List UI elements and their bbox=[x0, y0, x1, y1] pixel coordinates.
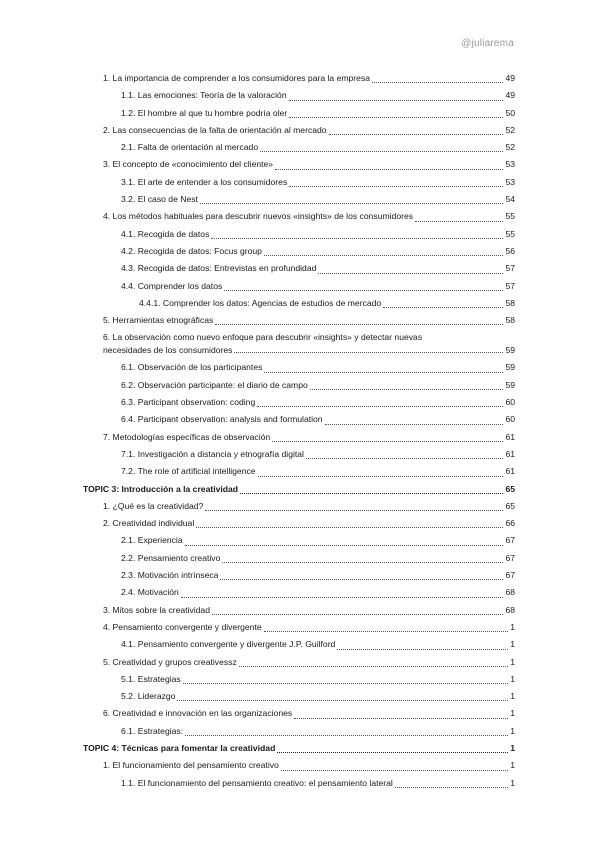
toc-entry-page: 1 bbox=[510, 708, 515, 719]
toc-entry-title: 6.1. Observación de los participantes bbox=[121, 362, 263, 373]
toc-entry-title: 6.4. Participant observation: analysis and formulation bbox=[121, 414, 323, 425]
toc-entry-page: 68 bbox=[505, 604, 515, 615]
toc-entry-page: 60 bbox=[505, 414, 515, 425]
toc-entry[interactable] bbox=[103, 226, 515, 243]
dot-leader bbox=[337, 649, 508, 650]
toc-entry[interactable] bbox=[103, 671, 515, 688]
toc-entry[interactable] bbox=[103, 584, 515, 601]
toc-entry-page: 61 bbox=[505, 431, 515, 442]
toc-entry-title: 4.4.1. Comprender los datos: Agencias de estudios de mercado bbox=[139, 297, 382, 308]
toc-entry[interactable] bbox=[103, 498, 515, 515]
toc-entry-title: 2.4. Motivación bbox=[121, 587, 179, 598]
toc-entry-title: 6.3. Participant observation: coding bbox=[121, 397, 256, 408]
toc-entry-title: 4. Pensamiento convergente y divergente bbox=[103, 621, 262, 632]
toc-entry[interactable] bbox=[103, 394, 515, 411]
table-of-contents bbox=[83, 70, 515, 792]
toc-entry-title: 6. La observación como nuevo enfoque para descubrir «insights» y detectar nuevas bbox=[103, 332, 423, 343]
toc-entry-title: 1. ¿Qué es la creatividad? bbox=[103, 500, 204, 511]
toc-entry-page: 1 bbox=[510, 621, 515, 632]
toc-entry[interactable] bbox=[103, 191, 515, 208]
toc-entry-page: 61 bbox=[505, 448, 515, 459]
dot-leader bbox=[289, 100, 504, 101]
toc-entry[interactable] bbox=[103, 243, 515, 260]
toc-entry-title: 6.1. Estrategias: bbox=[121, 725, 184, 736]
toc-entry[interactable] bbox=[103, 602, 515, 619]
toc-entry[interactable] bbox=[103, 532, 515, 549]
toc-entry-page: 67 bbox=[505, 535, 515, 546]
toc-entry[interactable] bbox=[103, 174, 515, 191]
toc-entry[interactable] bbox=[103, 723, 515, 740]
toc-entry-title: 3. El concepto de «conocimiento del cliente» bbox=[103, 159, 274, 170]
toc-entry-title: 7. Metodologías específicas de observación bbox=[103, 431, 271, 442]
toc-entry-page: 53 bbox=[505, 176, 515, 187]
toc-entry-page: 58 bbox=[505, 297, 515, 308]
toc-entry-page: 1 bbox=[510, 760, 515, 771]
toc-entry[interactable] bbox=[103, 688, 515, 705]
toc-entry-title: 5. Creatividad y grupos creativessz bbox=[103, 656, 237, 667]
toc-entry[interactable] bbox=[103, 550, 515, 567]
toc-entry-page: 52 bbox=[505, 142, 515, 153]
dot-leader bbox=[310, 389, 504, 390]
toc-topic-heading[interactable] bbox=[83, 740, 515, 757]
toc-entry-page: 1 bbox=[510, 656, 515, 667]
toc-entry-title: 1.1. El funcionamiento del pensamiento creativo: el pensamiento lateral bbox=[121, 777, 393, 788]
toc-entry-title: 5. Herramientas etnográficas bbox=[103, 315, 214, 326]
toc-entry-title: 3.1. El arte de entender a los consumidores bbox=[121, 176, 288, 187]
toc-entry-page: 49 bbox=[505, 90, 515, 101]
toc-entry[interactable] bbox=[103, 105, 515, 122]
dot-leader bbox=[383, 307, 503, 308]
toc-entry-title: 2.1. Experiencia bbox=[121, 535, 183, 546]
toc-entry-page: 65 bbox=[505, 500, 515, 511]
toc-entry-page: 68 bbox=[505, 587, 515, 598]
toc-entry[interactable] bbox=[103, 463, 515, 480]
toc-entry-title: 2.3. Motivación intrínseca bbox=[121, 570, 219, 581]
toc-entry-title: 5.1. Estrategias bbox=[121, 673, 181, 684]
toc-entry[interactable] bbox=[103, 156, 515, 173]
toc-entry-page: 66 bbox=[505, 518, 515, 529]
dot-leader bbox=[196, 527, 503, 528]
toc-entry-line2 bbox=[103, 344, 515, 357]
toc-entry-page: 56 bbox=[505, 245, 515, 256]
toc-entry-title: 1.1. Las emociones: Teoría de la valoración bbox=[121, 90, 287, 101]
toc-entry[interactable] bbox=[103, 70, 515, 87]
toc-entry-page: 54 bbox=[505, 194, 515, 205]
toc-entry-page: 67 bbox=[505, 552, 515, 563]
toc-entry-page: 1 bbox=[510, 639, 515, 650]
dot-leader bbox=[205, 510, 503, 511]
toc-entry[interactable] bbox=[103, 446, 515, 463]
dot-leader bbox=[222, 562, 503, 563]
toc-entry-title: 3.2. El caso de Nest bbox=[121, 194, 198, 205]
toc-entry[interactable] bbox=[103, 312, 515, 329]
toc-entry[interactable] bbox=[103, 411, 515, 428]
toc-entry-title: 5.2. Liderazgo bbox=[121, 691, 176, 702]
toc-entry-page: 55 bbox=[505, 211, 515, 222]
toc-entry-page: 1 bbox=[510, 725, 515, 736]
dot-leader bbox=[212, 614, 503, 615]
dot-leader bbox=[258, 476, 504, 477]
dot-leader bbox=[318, 273, 503, 274]
toc-entry-title: 4.1. Recogida de datos bbox=[121, 228, 210, 239]
toc-entry-title-cont: necesidades de los consumidores bbox=[103, 345, 233, 356]
toc-entry-title: 2.1. Falta de orientación al mercado bbox=[121, 142, 259, 153]
toc-entry[interactable] bbox=[103, 619, 515, 636]
toc-entry-page: 53 bbox=[505, 159, 515, 170]
dot-leader bbox=[181, 597, 504, 598]
toc-entry-title: 4. Los métodos habituales para descubrir nuevos «insights» de los consumidores bbox=[103, 211, 414, 222]
toc-entry[interactable] bbox=[103, 636, 515, 653]
dot-leader bbox=[185, 735, 508, 736]
toc-entry-title: 6.2. Observación participante: el diario de campo bbox=[121, 379, 308, 390]
toc-entry-page: 57 bbox=[505, 280, 515, 291]
dot-leader bbox=[415, 221, 503, 222]
dot-leader bbox=[177, 700, 508, 701]
dot-leader bbox=[272, 441, 503, 442]
dot-leader bbox=[211, 238, 503, 239]
toc-entry-page: 55 bbox=[505, 228, 515, 239]
dot-leader bbox=[277, 752, 508, 753]
toc-entry[interactable] bbox=[103, 359, 515, 376]
toc-entry-title: 2. Creatividad individual bbox=[103, 518, 195, 529]
dot-leader bbox=[306, 458, 503, 459]
toc-entry-title: 1.2. El hombre al que tu hombre podría oler bbox=[121, 107, 288, 118]
toc-entry-page: 59 bbox=[505, 345, 515, 356]
toc-entry[interactable] bbox=[103, 208, 515, 225]
toc-entry[interactable] bbox=[103, 377, 515, 394]
toc-entry-title: 4.2. Recogida de datos: Focus group bbox=[121, 245, 262, 256]
toc-entry-page: 1 bbox=[510, 673, 515, 684]
toc-entry[interactable] bbox=[103, 329, 515, 359]
toc-entry-page: 49 bbox=[505, 73, 515, 83]
toc-entry-page: 61 bbox=[505, 466, 515, 477]
dot-leader bbox=[239, 666, 508, 667]
toc-entry-page: 57 bbox=[505, 263, 515, 274]
toc-entry-title: TOPIC 4: Técnicas para fomentar la creatividad bbox=[83, 742, 276, 753]
toc-entry-page: 65 bbox=[505, 483, 515, 494]
toc-entry-page: 59 bbox=[505, 362, 515, 373]
dot-leader bbox=[395, 787, 508, 788]
toc-entry-page: 1 bbox=[510, 691, 515, 702]
toc-entry-title: 7.2. The role of artificial intelligence bbox=[121, 466, 256, 477]
dot-leader bbox=[220, 579, 503, 580]
dot-leader bbox=[234, 352, 503, 353]
toc-entry[interactable] bbox=[103, 122, 515, 139]
toc-entry[interactable] bbox=[103, 429, 515, 446]
dot-leader bbox=[240, 493, 503, 494]
dot-leader bbox=[294, 718, 508, 719]
dot-leader bbox=[289, 117, 503, 118]
toc-entry[interactable] bbox=[103, 757, 515, 774]
toc-entry-title: 1. El funcionamiento del pensamiento creativo bbox=[103, 760, 279, 771]
toc-entry-title: 6. Creatividad e innovación en las organizaciones bbox=[103, 708, 293, 719]
toc-entry[interactable] bbox=[103, 295, 515, 312]
toc-entry-title: 2.2. Pensamiento creativo bbox=[121, 552, 221, 563]
dot-leader bbox=[260, 151, 503, 152]
dot-leader bbox=[224, 290, 503, 291]
dot-leader bbox=[372, 82, 503, 83]
toc-entry-title: 4.4. Comprender los datos bbox=[121, 280, 223, 291]
toc-entry-page: 50 bbox=[505, 107, 515, 118]
dot-leader bbox=[185, 545, 504, 546]
toc-entry-title: 2. Las consecuencias de la falta de orientación al mercado bbox=[103, 124, 327, 135]
toc-entry[interactable] bbox=[103, 567, 515, 584]
toc-entry-page: 1 bbox=[510, 742, 515, 753]
toc-entry[interactable] bbox=[103, 260, 515, 277]
dot-leader bbox=[183, 683, 509, 684]
dot-leader bbox=[281, 770, 508, 771]
toc-entry[interactable] bbox=[103, 87, 515, 104]
dot-leader bbox=[264, 255, 504, 256]
toc-entry-page: 52 bbox=[505, 124, 515, 135]
toc-entry-page: 67 bbox=[505, 570, 515, 581]
toc-entry-page: 60 bbox=[505, 397, 515, 408]
dot-leader bbox=[329, 134, 504, 135]
dot-leader bbox=[275, 169, 503, 170]
dot-leader bbox=[264, 372, 503, 373]
toc-entry-title: TOPIC 3: Introducción a la creatividad bbox=[83, 483, 239, 494]
dot-leader bbox=[215, 324, 503, 325]
toc-entry-title: 4.1. Pensamiento convergente y divergente J.P. Guilford bbox=[121, 639, 336, 650]
toc-entry-page: 58 bbox=[505, 315, 515, 326]
dot-leader bbox=[289, 186, 503, 187]
watermark-handle: @juliarema bbox=[461, 38, 514, 49]
dot-leader bbox=[257, 406, 503, 407]
toc-topic-heading[interactable] bbox=[83, 481, 515, 498]
toc-entry-page: 59 bbox=[505, 379, 515, 390]
toc-entry[interactable] bbox=[103, 654, 515, 671]
toc-entry[interactable] bbox=[103, 278, 515, 295]
toc-entry-title: 7.1. Investigación a distancia y etnografía digital bbox=[121, 448, 304, 459]
toc-entry[interactable] bbox=[103, 705, 515, 722]
toc-entry-title: 4.3. Recogida de datos: Entrevistas en profundidad bbox=[121, 263, 317, 274]
toc-entry-title: 1. La importancia de comprender a los consumidores para la empresa bbox=[103, 73, 371, 83]
toc-entry[interactable] bbox=[103, 775, 515, 792]
dot-leader bbox=[200, 203, 504, 204]
dot-leader bbox=[264, 631, 509, 632]
toc-entry[interactable] bbox=[103, 515, 515, 532]
dot-leader bbox=[325, 424, 504, 425]
toc-entry-page: 1 bbox=[510, 777, 515, 788]
toc-entry-title: 3. Mitos sobre la creatividad bbox=[103, 604, 210, 615]
toc-entry[interactable] bbox=[103, 139, 515, 156]
